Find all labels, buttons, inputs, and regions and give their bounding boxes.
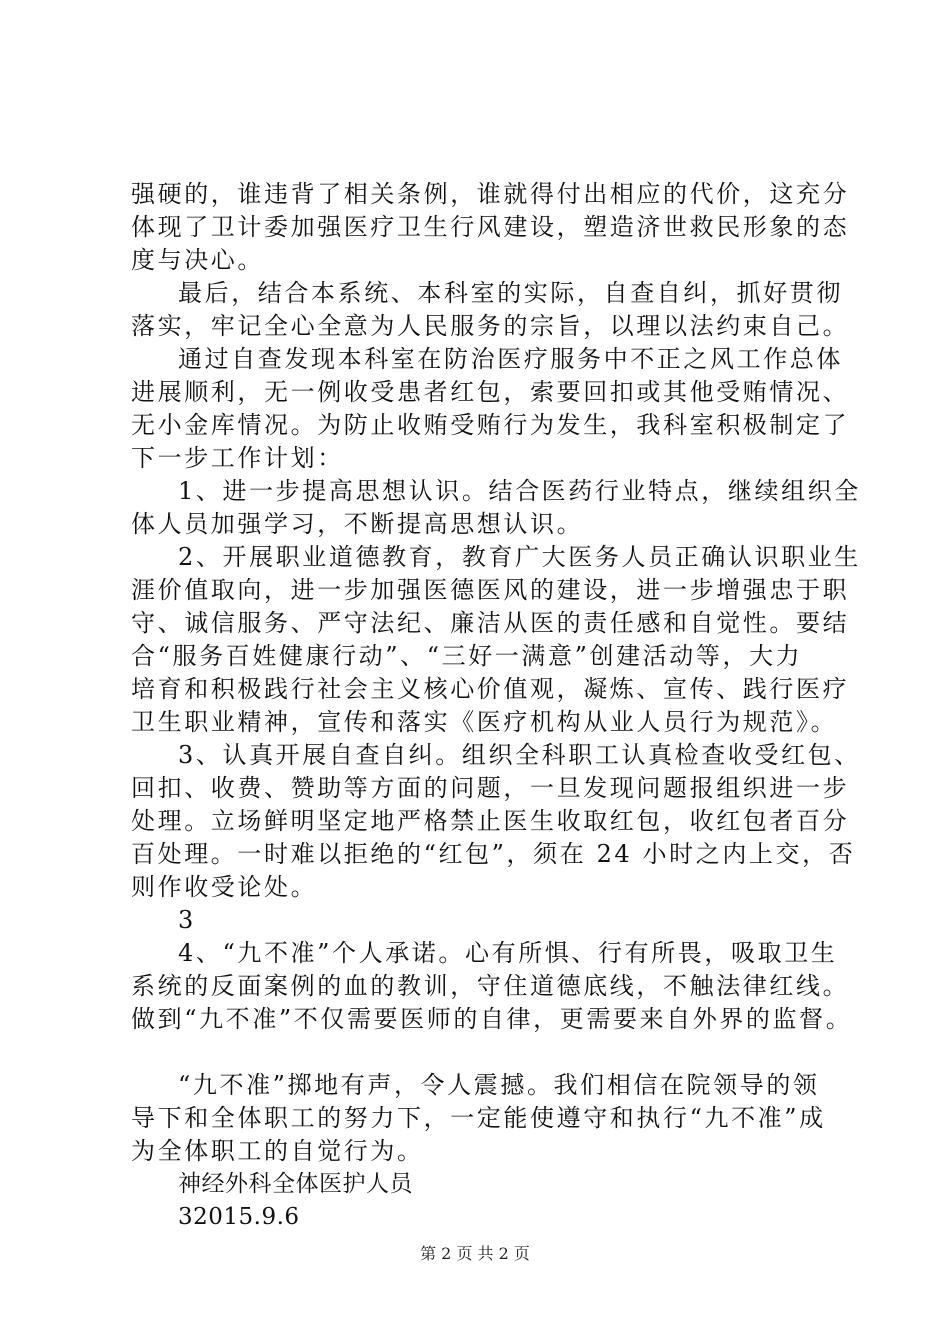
list-item-4-line: 系统的反面案例的血的教训，守住道德底线，不触法律红线。 [131, 972, 850, 1000]
list-item-4-line: 4、“九不准”个人承诺。心有所惧、行有所畏，吸取卫生 [178, 939, 838, 967]
list-item-1-line: 1、进一步提高思想认识。结合医药行业特点，继续组织全 [178, 477, 861, 505]
body-text-line: 体现了卫计委加强医疗卫生行风建设，塑造济世救民形象的态 [131, 213, 850, 241]
list-item-3-line: 百处理。一时难以拒绝的“红包”，须在 24 小时之内上交，否 [131, 840, 856, 868]
list-item-3-line: 3、认真开展自查自纠。组织全科职工认真检查收受红包、 [178, 741, 861, 769]
list-item-4-line: 做到“九不准”不仅需要医师的自律，更需要来自外界的监督。 [131, 1005, 853, 1033]
body-text-line: 进展顺利，无一例收受患者红包，索要回扣或其他受贿情况、 [131, 378, 850, 406]
page-number-footer: 第 2 页 共 2 页 [420, 1244, 530, 1263]
list-item-2-line: 2、开展职业道德教育，教育广大医务人员正确认识职业生 [178, 543, 861, 571]
list-item-2-line: 守、诚信服务、严守法纪、廉洁从医的责任感和自觉性。要结 [131, 609, 850, 637]
list-item-2-line: 培育和积极践行社会主义核心价值观，凝炼、宣传、践行医疗 [131, 675, 850, 703]
stray-number: 3 [178, 906, 196, 934]
list-item-2-line: 卫生职业精神，宣传和落实《医疗机构从业人员行为规范》。 [131, 708, 838, 736]
paragraph-start-line: 通过自查发现本科室在防治医疗服务中不正之风工作总体 [178, 345, 843, 373]
list-item-3-line: 回扣、收费、赞助等方面的问题，一旦发现问题报组织进一步 [131, 774, 850, 802]
list-item-2-line: 合“服务百姓健康行动”、“三好一满意”创建活动等，大力 [131, 642, 803, 670]
body-text-line: 无小金库情况。为防止收贿受贿行为发生，我科室积极制定了 [131, 411, 850, 439]
closing-paragraph-line: “九不准”掷地有声，令人震撼。我们相信在院领导的领 [178, 1071, 820, 1099]
list-item-3-line: 处理。立场鲜明坚定地严格禁止医生收取红包，收红包者百分 [131, 807, 850, 835]
list-item-3-line: 则作收受论处。 [131, 873, 318, 901]
paragraph-start-line: 最后，结合本系统、本科室的实际，自查自纠，抓好贯彻 [178, 279, 843, 307]
list-item-2-line: 涯价值取向，进一步加强医德医风的建设，进一步增强忠于职 [131, 576, 850, 604]
closing-paragraph-line: 导下和全体职工的努力下，一定能使遵守和执行“九不准”成 [131, 1104, 826, 1132]
body-text-line: 强硬的，谁违背了相关条例，谁就得付出相应的代价，这充分 [131, 180, 850, 208]
signature-author: 神经外科全体医护人员 [178, 1171, 413, 1197]
signature-date: 32015.9.6 [178, 1204, 300, 1230]
closing-paragraph-line: 为全体职工的自觉行为。 [131, 1137, 424, 1165]
list-item-1-line: 体人员加强学习，不断提高思想认识。 [131, 510, 584, 538]
body-text-line: 落实，牢记全心全意为人民服务的宗旨，以理以法约束自己。 [131, 312, 850, 340]
body-text-line: 度与决心。 [131, 246, 264, 274]
body-text-line: 下一步工作计划： [131, 444, 344, 472]
